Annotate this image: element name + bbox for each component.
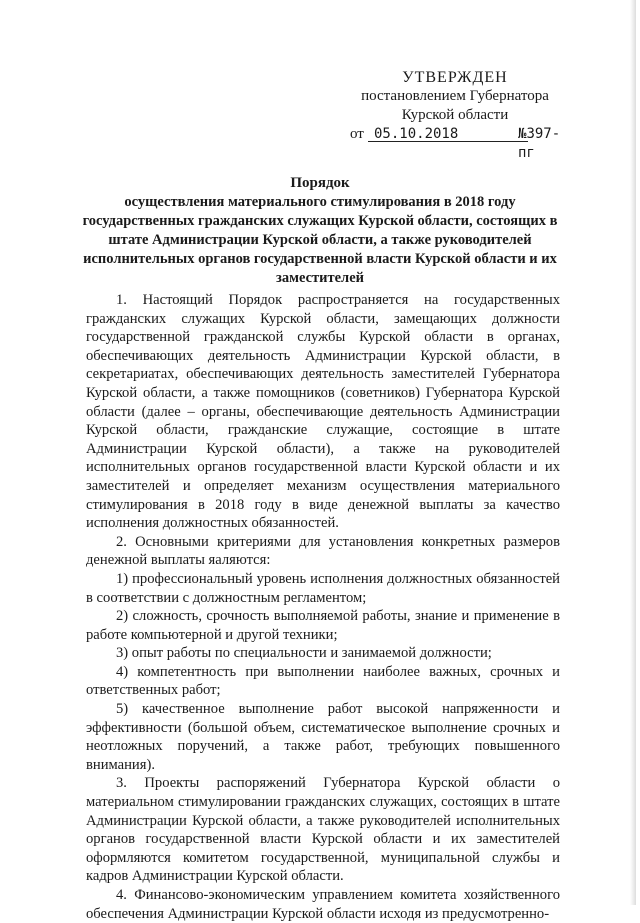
approval-line-1: постановлением Губернатора	[361, 88, 549, 104]
date-prefix: от	[350, 126, 364, 142]
document-title	[70, 174, 570, 288]
paragraph-4: 4. Финансово-экономическим управлением комитета хозяйственного обеспечения Администрации Курской области исходя из предусмотренно-	[86, 887, 560, 922]
criterion-2: 2) сложность, срочность выполняемой работы, знание и применение в работе компьютерной и другой техники;	[86, 608, 560, 643]
criterion-3: 3) опыт работы по специальности и занимаемой должности;	[116, 645, 492, 662]
document-body	[86, 291, 560, 923]
approved-label: УТВЕРЖДЕН	[402, 69, 508, 86]
criterion-1: 1) профессиональный уровень исполнения должностных обязанностей в соответствии с должностным регламентом;	[86, 570, 560, 606]
paragraph-2: 2. Основными критериями для установления конкретных размеров денежной выплаты яаляются:	[86, 533, 560, 569]
paragraph-1: 1. Настоящий Порядок распространяется на государственных гражданских служащих Курской области, замещающих должности государственной гражданской службы Курской области в органах, обеспечивающих деятельность Администрации Курской области, в секретариатах, обеспечивающих деятельность заместителей Губернатора Курской области, а также помощников (советников) Губернатора Курской области (далее – органы, обеспечивающие деятельность Администрации Курской области, гражданские служащие, состоящие в штате Администрации Курской области), а также на руководителей исполнительных органов государственной власти Курской области и их заместителей и определяет механизм осуществления материального стимулирования в 2018 году в виде денежной выплаты за качество исполнения должностных обязанностей.	[86, 292, 560, 532]
number-prefix: №	[518, 126, 527, 142]
date-value: 05.10.2018	[374, 126, 459, 142]
criterion-5: 5) качественное выполнение работ высокой напряженности и эффективности (большой объем, систематическое выполнение срочных и неотложных поручений, а также работ, требующих повышенного внимания).	[86, 701, 560, 773]
number-value: 397-пг	[518, 126, 561, 161]
approval-date-row	[340, 125, 570, 161]
paragraph-3: 3. Проекты распоряжений Губернатора Курской области о материальном стимулировании гражданских служащих, состоящих в штате Администрации Курской области, а также руководителей исполнительных органов государственной власти Курской области и их заместителей оформляются комитетом государственной, муниципальной службы и кадров Администрации Курской области.	[86, 775, 560, 885]
title-subtitle: осуществления материального стимулирования в 2018 году государственных гражданских служащих Курской области, состоящих в штате Администрации Курской области, а также руководителей исполнительных органов государственной власти Курской области и их заместителей	[82, 194, 558, 286]
criterion-4: 4) компетентность при выполнении наиболее важных, срочных и ответственных работ;	[86, 663, 560, 699]
date-field	[368, 125, 528, 142]
title-heading: Порядок	[290, 175, 350, 191]
approval-line-2: Курской области	[401, 107, 509, 123]
number-field	[518, 125, 570, 163]
approval-stamp-block	[340, 68, 570, 161]
scan-edge-shadow	[630, 0, 636, 905]
